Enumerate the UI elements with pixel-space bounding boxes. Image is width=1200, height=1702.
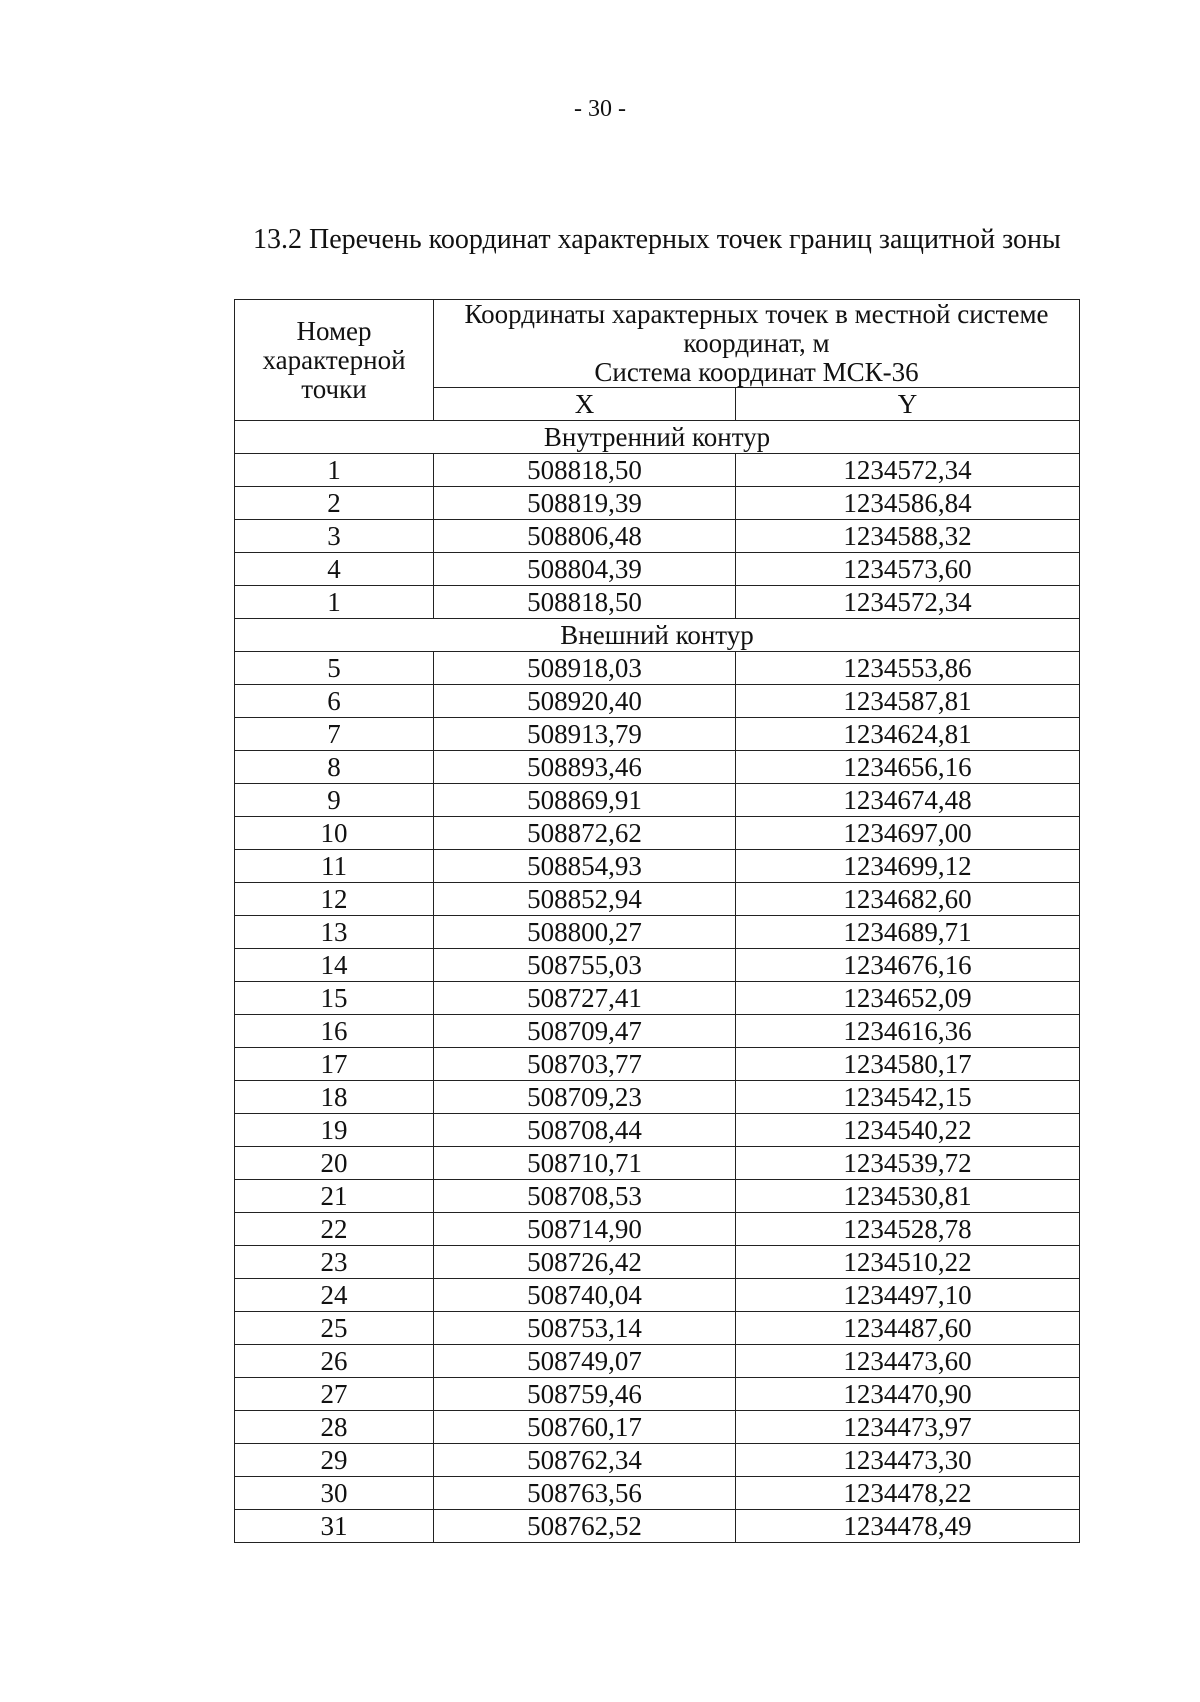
- y-coordinate-cell: 1234478,49: [736, 1510, 1080, 1543]
- point-number-cell: 24: [235, 1279, 434, 1312]
- x-coordinate-cell: 508819,39: [434, 487, 736, 520]
- table-row: [235, 1345, 1080, 1378]
- point-number-cell: 25: [235, 1312, 434, 1345]
- section-title: Внешний контур: [235, 619, 1080, 652]
- x-coordinate-cell: 508920,40: [434, 685, 736, 718]
- section-heading: 13.2 Перечень координат характерных точек границ защитной зоны: [253, 224, 1061, 255]
- point-number-cell: 16: [235, 1015, 434, 1048]
- x-coordinate-cell: 508762,34: [434, 1444, 736, 1477]
- y-coordinate-cell: 1234553,86: [736, 652, 1080, 685]
- point-number-cell: 28: [235, 1411, 434, 1444]
- y-coordinate-cell: 1234497,10: [736, 1279, 1080, 1312]
- point-number-cell: 21: [235, 1180, 434, 1213]
- point-number-cell: 7: [235, 718, 434, 751]
- y-coordinate-cell: 1234656,16: [736, 751, 1080, 784]
- point-number-cell: 5: [235, 652, 434, 685]
- table-row: [235, 1081, 1080, 1114]
- point-number-cell: 20: [235, 1147, 434, 1180]
- y-coordinate-cell: 1234470,90: [736, 1378, 1080, 1411]
- x-coordinate-cell: 508753,14: [434, 1312, 736, 1345]
- table-row: [235, 1180, 1080, 1213]
- y-coordinate-cell: 1234478,22: [736, 1477, 1080, 1510]
- y-coordinate-cell: 1234689,71: [736, 916, 1080, 949]
- y-coordinate-cell: 1234487,60: [736, 1312, 1080, 1345]
- x-coordinate-cell: 508727,41: [434, 982, 736, 1015]
- y-coordinate-cell: 1234473,30: [736, 1444, 1080, 1477]
- y-column-header: Y: [736, 388, 1080, 421]
- y-coordinate-cell: 1234540,22: [736, 1114, 1080, 1147]
- x-coordinate-cell: 508708,44: [434, 1114, 736, 1147]
- coordinates-header: [434, 300, 1080, 388]
- point-number-cell: 1: [235, 586, 434, 619]
- x-coordinate-cell: 508800,27: [434, 916, 736, 949]
- table-row: [235, 916, 1080, 949]
- y-coordinate-cell: 1234652,09: [736, 982, 1080, 1015]
- point-number-cell: 1: [235, 454, 434, 487]
- y-coordinate-cell: 1234530,81: [736, 1180, 1080, 1213]
- point-number-cell: 2: [235, 487, 434, 520]
- y-coordinate-cell: 1234528,78: [736, 1213, 1080, 1246]
- point-number-cell: 4: [235, 553, 434, 586]
- point-number-cell: 3: [235, 520, 434, 553]
- x-coordinate-cell: 508726,42: [434, 1246, 736, 1279]
- table-row: [235, 1444, 1080, 1477]
- x-coordinate-cell: 508763,56: [434, 1477, 736, 1510]
- x-coordinate-cell: 508740,04: [434, 1279, 736, 1312]
- table-row: [235, 718, 1080, 751]
- table-row: [235, 883, 1080, 916]
- point-number-header-line: Номер: [296, 315, 372, 346]
- x-coordinate-cell: 508762,52: [434, 1510, 736, 1543]
- point-number-cell: 10: [235, 817, 434, 850]
- x-coordinate-cell: 508818,50: [434, 586, 736, 619]
- table-row: [235, 982, 1080, 1015]
- table-row: [235, 1378, 1080, 1411]
- table-row: [235, 454, 1080, 487]
- point-number-header-line: характерной: [262, 344, 406, 375]
- table-row: [235, 1147, 1080, 1180]
- point-number-cell: 11: [235, 850, 434, 883]
- y-coordinate-cell: 1234699,12: [736, 850, 1080, 883]
- page-number: - 30 -: [574, 96, 626, 122]
- table-row: [235, 949, 1080, 982]
- point-number-cell: 30: [235, 1477, 434, 1510]
- table-row: [235, 1048, 1080, 1081]
- y-coordinate-cell: 1234572,34: [736, 586, 1080, 619]
- coordinates-header-line: Координаты характерных точек в местной системе: [464, 299, 1049, 329]
- x-coordinate-cell: 508710,71: [434, 1147, 736, 1180]
- y-coordinate-cell: 1234624,81: [736, 718, 1080, 751]
- point-number-cell: 29: [235, 1444, 434, 1477]
- table-row: [235, 553, 1080, 586]
- x-coordinate-cell: 508708,53: [434, 1180, 736, 1213]
- point-number-cell: 9: [235, 784, 434, 817]
- point-number-cell: 12: [235, 883, 434, 916]
- coordinates-header-line: координат, м: [683, 328, 830, 358]
- x-coordinate-cell: 508749,07: [434, 1345, 736, 1378]
- y-coordinate-cell: 1234473,97: [736, 1411, 1080, 1444]
- table-row: [235, 685, 1080, 718]
- coordinates-table: [234, 299, 1080, 1543]
- x-coordinate-cell: 508709,47: [434, 1015, 736, 1048]
- table-row: [235, 1213, 1080, 1246]
- y-coordinate-cell: 1234616,36: [736, 1015, 1080, 1048]
- table-row: [235, 850, 1080, 883]
- x-coordinate-cell: 508869,91: [434, 784, 736, 817]
- x-coordinate-cell: 508852,94: [434, 883, 736, 916]
- section-title: Внутренний контур: [235, 421, 1080, 454]
- x-coordinate-cell: 508760,17: [434, 1411, 736, 1444]
- y-coordinate-cell: 1234572,34: [736, 454, 1080, 487]
- point-number-cell: 19: [235, 1114, 434, 1147]
- point-number-cell: 8: [235, 751, 434, 784]
- point-number-cell: 17: [235, 1048, 434, 1081]
- x-coordinate-cell: 508806,48: [434, 520, 736, 553]
- x-coordinate-cell: 508872,62: [434, 817, 736, 850]
- table-row: [235, 751, 1080, 784]
- table-row: [235, 1477, 1080, 1510]
- table-row: [235, 1246, 1080, 1279]
- x-coordinate-cell: 508709,23: [434, 1081, 736, 1114]
- point-number-cell: 6: [235, 685, 434, 718]
- section-row: [235, 421, 1080, 454]
- x-column-header: X: [434, 388, 736, 421]
- table-body: [235, 421, 1080, 1543]
- x-coordinate-cell: 508918,03: [434, 652, 736, 685]
- point-number-cell: 31: [235, 1510, 434, 1543]
- coordinates-header-line: Система координат МСК-36: [594, 357, 919, 387]
- point-number-cell: 14: [235, 949, 434, 982]
- point-number-header: [235, 300, 434, 421]
- point-number-cell: 22: [235, 1213, 434, 1246]
- table-row: [235, 487, 1080, 520]
- point-number-cell: 23: [235, 1246, 434, 1279]
- table-row: [235, 1312, 1080, 1345]
- x-coordinate-cell: 508854,93: [434, 850, 736, 883]
- table-row: [235, 784, 1080, 817]
- point-number-cell: 13: [235, 916, 434, 949]
- y-coordinate-cell: 1234676,16: [736, 949, 1080, 982]
- point-number-header-line: точки: [301, 373, 367, 404]
- table-row: [235, 1279, 1080, 1312]
- y-coordinate-cell: 1234682,60: [736, 883, 1080, 916]
- point-number-cell: 26: [235, 1345, 434, 1378]
- y-coordinate-cell: 1234510,22: [736, 1246, 1080, 1279]
- point-number-cell: 15: [235, 982, 434, 1015]
- table-row: [235, 817, 1080, 850]
- x-coordinate-cell: 508759,46: [434, 1378, 736, 1411]
- table-row: [235, 1114, 1080, 1147]
- y-coordinate-cell: 1234588,32: [736, 520, 1080, 553]
- y-coordinate-cell: 1234542,15: [736, 1081, 1080, 1114]
- table-row: [235, 1015, 1080, 1048]
- table-row: [235, 652, 1080, 685]
- table-row: [235, 520, 1080, 553]
- table-header: [235, 300, 1080, 421]
- y-coordinate-cell: 1234587,81: [736, 685, 1080, 718]
- y-coordinate-cell: 1234674,48: [736, 784, 1080, 817]
- table-row: [235, 1510, 1080, 1543]
- table-row: [235, 1411, 1080, 1444]
- y-coordinate-cell: 1234539,72: [736, 1147, 1080, 1180]
- y-coordinate-cell: 1234697,00: [736, 817, 1080, 850]
- section-row: [235, 619, 1080, 652]
- y-coordinate-cell: 1234573,60: [736, 553, 1080, 586]
- point-number-cell: 18: [235, 1081, 434, 1114]
- y-coordinate-cell: 1234473,60: [736, 1345, 1080, 1378]
- point-number-cell: 27: [235, 1378, 434, 1411]
- x-coordinate-cell: 508818,50: [434, 454, 736, 487]
- x-coordinate-cell: 508714,90: [434, 1213, 736, 1246]
- x-coordinate-cell: 508893,46: [434, 751, 736, 784]
- y-coordinate-cell: 1234586,84: [736, 487, 1080, 520]
- x-coordinate-cell: 508755,03: [434, 949, 736, 982]
- x-coordinate-cell: 508913,79: [434, 718, 736, 751]
- y-coordinate-cell: 1234580,17: [736, 1048, 1080, 1081]
- x-coordinate-cell: 508804,39: [434, 553, 736, 586]
- x-coordinate-cell: 508703,77: [434, 1048, 736, 1081]
- table-row: [235, 586, 1080, 619]
